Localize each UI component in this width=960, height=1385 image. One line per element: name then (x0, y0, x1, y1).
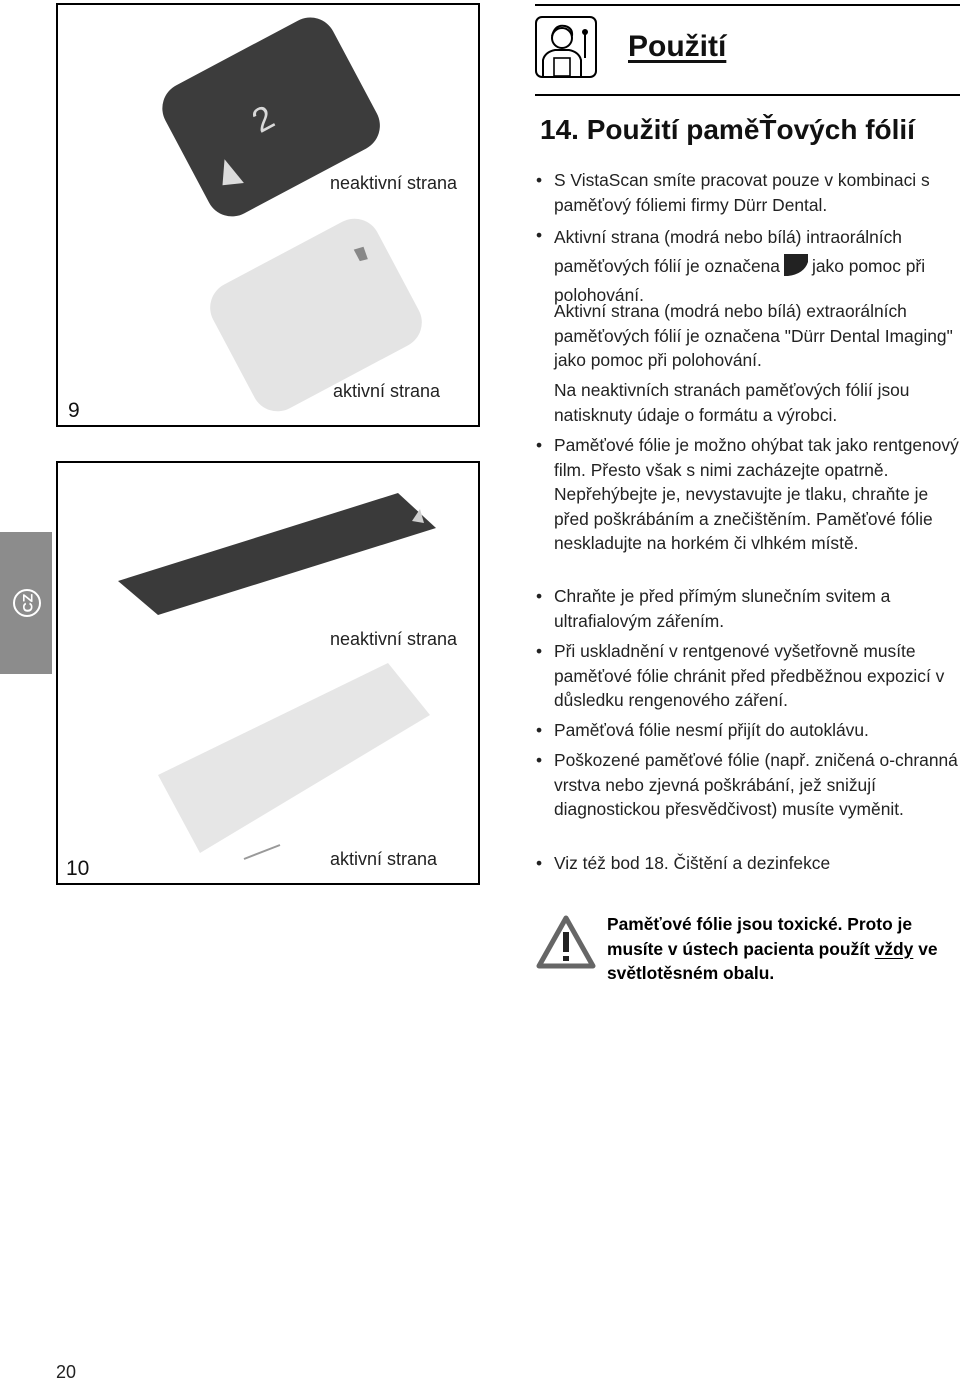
warning-text (607, 912, 957, 986)
figure-10-label-inactive: neaktivní strana (330, 629, 458, 649)
figure-10 (56, 461, 480, 885)
bullet-item (536, 223, 960, 310)
bullet-text: jako pomoc při polohování. (554, 256, 926, 305)
section-title: 14. Použití paměŤových fólií (540, 114, 915, 145)
intraoral-plates-image (58, 5, 478, 425)
page-title: Použití (628, 30, 727, 63)
paragraph-text: Aktivní strana (modrá nebo bílá) extraorálních paměťových fólií je označena "Dürr Dental Imaging" jako pomoc při polohování. (554, 301, 953, 370)
language-badge (13, 589, 41, 617)
extraoral-plates-image (58, 463, 478, 883)
bullet-symbol: • (536, 225, 543, 245)
bullet-text: Při uskladnění v rentgenové vyšetřovně musíte paměťové fólie chránit před předběžnou expozicí v důsledku rengenového záření. (554, 641, 945, 710)
plate-size-number: 2 (246, 98, 281, 141)
bullet-symbol: • (536, 170, 543, 190)
warning-triangle-icon (536, 915, 596, 969)
figure-9 (56, 3, 480, 427)
paragraph-item (536, 299, 960, 373)
bullet-text: Chraňte je před přímým slunečním svitem a ultrafialovým zářením. (554, 586, 891, 631)
bullet-item (536, 168, 960, 217)
imprint-line (244, 845, 280, 859)
bullet-item (536, 851, 960, 876)
bullet-text: Viz též bod 18. Čištění a dezinfekce (554, 853, 831, 873)
figure-9-number: 9 (68, 399, 80, 422)
figure-9-label-active: aktivní strana (333, 381, 441, 401)
active-extraoral-plate (158, 663, 430, 853)
bullet-item (536, 748, 960, 822)
language-code: CZ (18, 593, 35, 613)
bullet-symbol: • (536, 720, 543, 740)
bullet-text: Paměťová fólie nesmí přijít do autoklávu. (554, 720, 869, 740)
language-tab (0, 532, 52, 674)
warning-text-part: Paměťové fólie jsou toxické. Proto je musíte v ústech pacienta použít (607, 914, 913, 959)
paragraph-text: Na neaktivních stranách paměťových fólií jsou natisknuty údaje o formátu a výrobci. (554, 380, 910, 425)
inactive-extraoral-plate (118, 493, 436, 615)
bullet-symbol: • (536, 641, 543, 661)
bullet-text: S VistaScan smíte pracovat pouze v kombinaci s paměťový fóliemi firmy Dürr Dental. (554, 170, 930, 215)
bullet-symbol: • (536, 750, 543, 770)
dental-user-icon (535, 16, 597, 78)
bullet-text: Paměťové fólie je možno ohýbat tak jako rentgenový film. Přesto však s nimi zacházejte opatrně. Nepřehýbejte je, nevystavujte je tlaku, chraňte je před poškrábáním a znečištěním. Paměťové fólie neskladujte na horkém či vlhkém místě. (554, 435, 959, 553)
paragraph-item (536, 378, 960, 427)
bullet-symbol: • (536, 435, 543, 455)
bullet-item (536, 433, 960, 556)
header-bottom-rule (535, 94, 960, 96)
bullet-item (536, 718, 960, 743)
bullet-symbol: • (536, 586, 543, 606)
figure-10-label-active: aktivní strana (330, 849, 438, 869)
header-top-rule (535, 4, 960, 6)
figure-9-label-inactive: neaktivní strana (330, 173, 458, 193)
bullet-item (536, 584, 960, 633)
figure-10-number: 10 (66, 857, 90, 880)
warning-text-part: ve světlotěsném obalu. (607, 938, 938, 983)
corner-marker-icon (784, 254, 808, 276)
page-number: 20 (56, 1362, 77, 1382)
bullet-item (536, 639, 960, 713)
bullet-text: Poškozené paměťové fólie (např. zničená o-chranná vrstva nebo zjevná poškrábání, jež snižují diagnostickou přesvědčivost) musíte vyměnit. (554, 750, 958, 819)
bullet-text: Aktivní strana (modrá nebo bílá) intraorálních paměťových fólií je označena (554, 227, 902, 276)
warning-emphasis: vždy (874, 938, 914, 959)
bullet-symbol: • (536, 853, 543, 873)
